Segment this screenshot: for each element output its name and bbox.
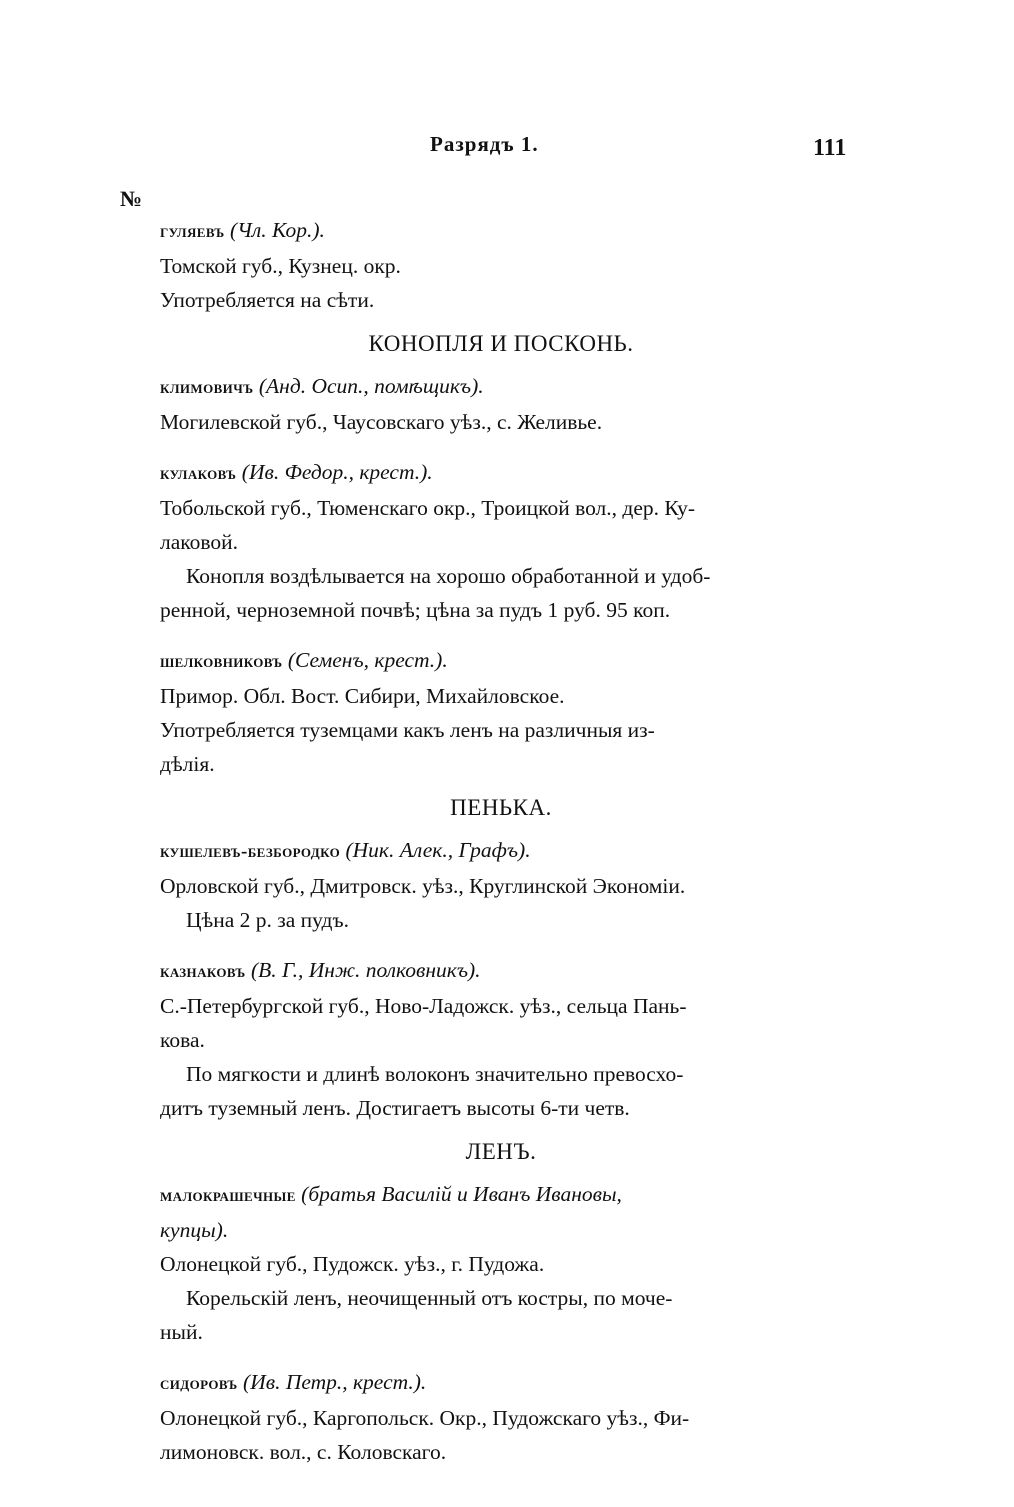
entry-description: По мягкости и длинѣ волоконъ значительно превосхо-	[186, 1062, 684, 1086]
exhibitor-entry	[160, 455, 842, 627]
exhibitor-entry	[160, 1365, 842, 1469]
exhibitor-details: (Ив. Петр., крест.).	[243, 1370, 427, 1394]
entry-line: Олонецкой губ., Пудожск. уѣз., г. Пудожа.	[160, 1252, 545, 1276]
entry-heading	[160, 953, 842, 989]
entry-line: Орловской губ., Дмитровск. уѣз., Круглинской Экономіи.	[160, 874, 686, 898]
entry-line: кова.	[160, 1028, 205, 1052]
entry-heading	[160, 369, 842, 405]
entry-line: Тобольской губ., Тюменскаго окр., Троицкой вол., дер. Ку-	[160, 496, 696, 520]
exhibitor-name: кулаковъ	[160, 463, 237, 484]
entry-line: дѣлія.	[160, 752, 215, 776]
exhibitor-name: гуляевъ	[160, 221, 225, 242]
entry-heading	[160, 213, 842, 249]
exhibitor-entry	[160, 953, 842, 1125]
entry-line: Могилевской губ., Чаусовскаго уѣз., с. Желивье.	[160, 410, 603, 434]
exhibitor-name: казнаковъ	[160, 961, 246, 982]
exhibitor-details: (В. Г., Инж. полковникъ).	[250, 958, 481, 982]
entry-heading	[160, 1365, 842, 1401]
exhibitor-entry	[160, 213, 842, 317]
entry-heading	[160, 1177, 842, 1213]
exhibitor-name: шелковниковъ	[160, 651, 283, 672]
entry-line: лаковой.	[160, 530, 239, 554]
exhibitor-name: кушелевъ-безбородко	[160, 841, 341, 862]
exhibitor-entry	[160, 833, 842, 937]
entry-line: Примор. Обл. Вост. Сибири, Михайловское.	[160, 684, 565, 708]
entry-heading	[160, 455, 842, 491]
entry-description: ренной, черноземной почвѣ; цѣна за пудъ 1 руб. 95 коп.	[160, 598, 671, 622]
entry-line: Олонецкой губ., Каргопольск. Окр., Пудожскаго уѣз., Фи-	[160, 1406, 690, 1430]
section-heading: ЛЕНЪ.	[465, 1139, 537, 1164]
exhibitor-details: (Ник. Алек., Графъ).	[345, 838, 531, 862]
entry-line: С.-Петербургской губ., Ново-Ладожск. уѣз., сельца Пань-	[160, 994, 687, 1018]
exhibitor-details: (Ив. Федор., крест.).	[241, 460, 433, 484]
entry-description: Конопля воздѣлывается на хорошо обработанной и удоб-	[186, 564, 711, 588]
page-number: 111	[813, 135, 847, 161]
exhibitor-details: (братья Василій и Иванъ Ивановы,	[301, 1182, 622, 1206]
section-heading: ПЕНЬКА.	[450, 795, 552, 820]
exhibitor-entry	[160, 1177, 842, 1349]
entry-description: дитъ туземный ленъ. Достигаетъ высоты 6-ти четв.	[160, 1096, 630, 1120]
exhibitor-name: малокрашечные	[160, 1185, 296, 1206]
exhibitor-name: климовичъ	[160, 377, 254, 398]
exhibitor-details: (Чл. Кор.).	[229, 218, 325, 242]
exhibitor-name: сидоровъ	[160, 1373, 238, 1394]
exhibitor-details: (Анд. Осип., помѣщикъ).	[258, 374, 484, 398]
exhibitor-details: (Семенъ, крест.).	[287, 648, 448, 672]
entry-line: Томской губ., Кузнец. окр.	[160, 254, 401, 278]
entry-heading	[160, 833, 842, 869]
exhibitor-entry	[160, 369, 842, 439]
running-header: Разрядъ 1.	[430, 132, 539, 156]
entry-description: Цѣна 2 р. за пудъ.	[186, 908, 349, 932]
number-column-mark: №	[120, 186, 143, 211]
section-heading: КОНОПЛЯ И ПОСКОНЬ.	[368, 331, 634, 356]
entry-line: лимоновск. вол., с. Коловскаго.	[160, 1440, 447, 1464]
entry-description: Корельскій ленъ, неочищенный отъ костры, по моче-	[186, 1286, 673, 1310]
entry-line: Употребляется туземцами какъ ленъ на различныя из-	[160, 718, 655, 742]
entry-description: ный.	[160, 1320, 203, 1344]
entry-heading	[160, 643, 842, 679]
main-text	[160, 213, 842, 1469]
entry-details-continued: купцы).	[160, 1218, 229, 1242]
entry-line: Употребляется на сѣти.	[160, 288, 375, 312]
exhibitor-entry	[160, 643, 842, 781]
